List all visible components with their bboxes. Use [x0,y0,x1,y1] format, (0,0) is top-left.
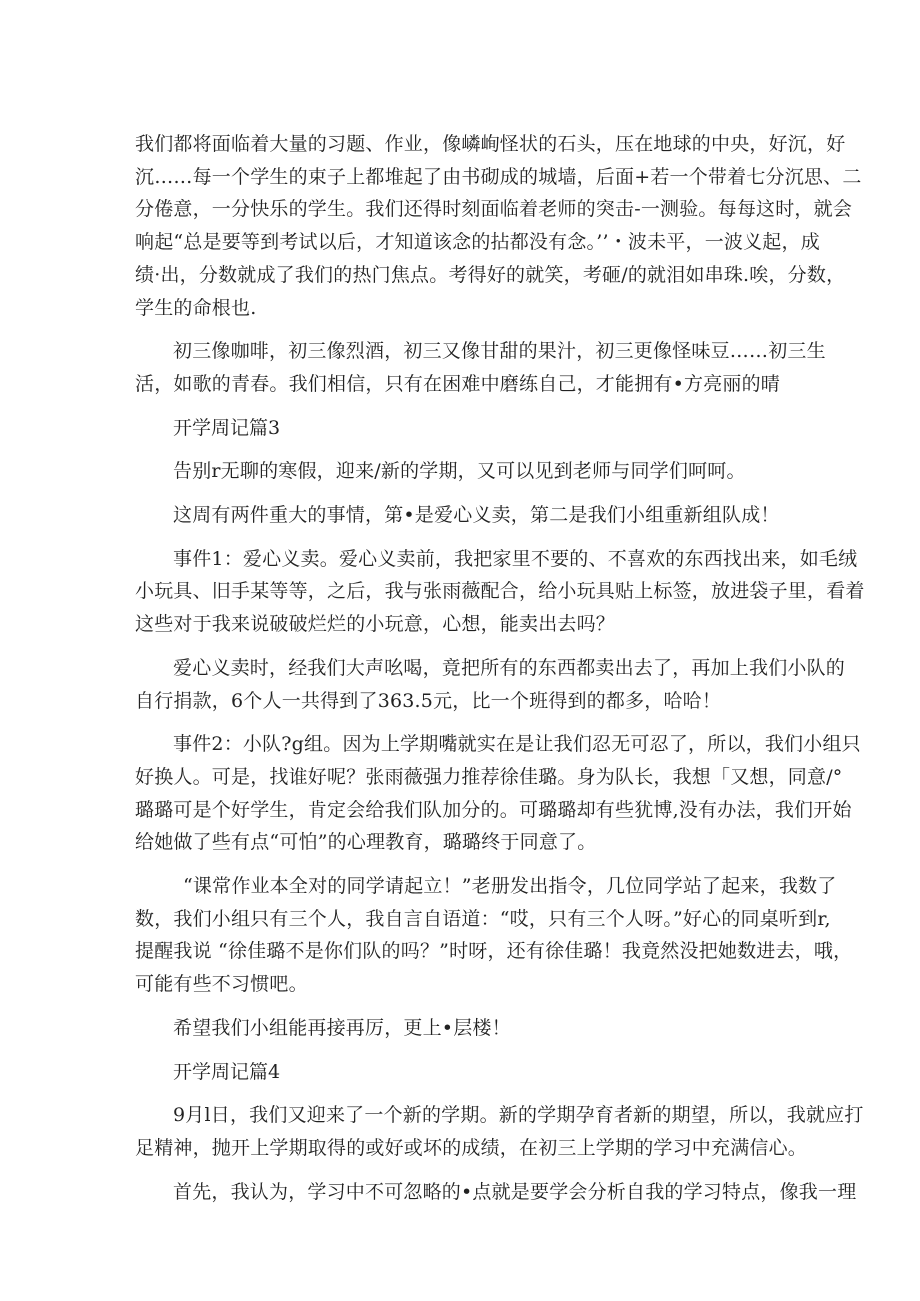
text-line: 告别r无聊的寒假，迎来/新的学期，又可以见到老师与同学们呵呵。 [173,460,746,483]
section-heading-4: 开学周记篇4 [173,1060,281,1083]
paragraph-first-point [135,1176,857,1209]
paragraph-homework-check [135,870,853,1001]
text-line: 活，如歌的青春。我们相信，只有在困难中磨练自己，才能拥有•方亮丽的晴 [135,372,781,395]
text-line: 小玩具、旧手某等等，之后，我与张雨薇配合，给小玩具贴上标签，放进袋子里，看着 [135,580,865,603]
text-line: 绩·出，分数就成了我们的热门焦点。考得好的就笑，考砸/的就泪如串珠.唉，分数， [135,263,846,286]
text-line: 分倦意，一分快乐的学生。我们还得时刻面临着老师的突击-一测验。每每这时，就会 [135,198,853,221]
text-line: 这周有两件重大的事情，第•是爱心义卖，第二是我们小组重新组队成！ [173,504,780,527]
text-line: 我们都将面临着大量的习题、作业，像嶙峋怪状的石头，压在地球的中央，好沉，好 [135,133,846,155]
text-line: 事件1：爱心义卖。爱心义卖前，我把家里不要的、不喜欢的东西找出来，如毛绒 [173,547,858,570]
text-line: 沉……每一个学生的束子上都堆起了由书砌成的城墙，后面+若一个带着七分沉思、二 [135,165,862,188]
text-line: 数，我们小组只有三个人，我自言自语道：“哎，只有三个人呀。”好心的同桌听到r, [135,907,831,930]
section-heading-3: 开学周记篇3 [173,416,281,439]
text-line: 足精神，抛开上学期取得的或好或坏的成绩，在初三上学期的学习中充满信心。 [135,1136,808,1159]
text-line: “课常作业本全对的同学请起立！”老册发出指令，几位同学站了起来，我数了 [183,875,837,898]
text-line: 给她做了些有点“可怕”的心理教育，璐璐终于同意了。 [135,831,597,854]
text-line: 爱心义卖时，经我们大声吆喝，竟把所有的东西都卖出去了，再加上我们小队的 [173,656,846,679]
paragraph-charity-sale [135,652,846,717]
text-line: 自行捐款，6个人一共得到了363.5元，比一个班得到的都多，哈哈！ [135,689,722,712]
text-line: 提醒我说 “徐佳璐不是你们队的吗？”时呀，还有徐佳璐！我竟然没把她数进去，哦， [135,940,853,963]
paragraph-grade-nine [135,335,826,400]
text-line: 响起“总是要等到考试以后，才知道该念的拈都没有念。’’・波未平，一波义起，成 [135,231,820,254]
paragraph-hope [135,1012,770,1045]
paragraph-event-2 [135,728,861,859]
text-line: 首先，我认为，学习中不可忽略的•点就是要学会分析自我的学习特点，像我一理 [173,1180,857,1203]
text-line: 这些对于我来说破破烂烂的小玩意，心想，能卖出去吗？ [135,613,616,636]
text-line: 初三像咖啡，初三像烈酒，初三又像甘甜的果汁，初三更像怪味豆……初三生 [173,340,826,363]
text-line: 璐璐可是个好学生，肯定会给我们队加分的。可璐璐却有些犹博,没有办法，我们开始 [135,798,852,821]
text-line: 9月l日，我们又迎来了一个新的学期。新的学期孕育者新的期望，所以，我就应打 [173,1104,864,1127]
paragraph-two-events [135,499,780,532]
text-line: 好换人。可是，找谁好呢？张雨薇强力推荐徐佳璐。身为队长，我想「又想，同意/° [135,765,843,788]
text-line: 事件2：小队?g组。因为上学期嘴就实在是让我们忍无可忍了，所以，我们小组只 [173,733,861,756]
text-line: 学生的命根也. [135,296,257,319]
text-line: 可能有些不习惯吧。 [135,973,308,996]
paragraph-event-1 [135,543,865,641]
paragraph-exam-pressure [135,128,862,324]
paragraph-new-semester [135,1099,864,1164]
text-line: 希望我们小组能再接再厉，更上•层楼！ [173,1016,511,1039]
paragraph-farewell [135,455,770,488]
